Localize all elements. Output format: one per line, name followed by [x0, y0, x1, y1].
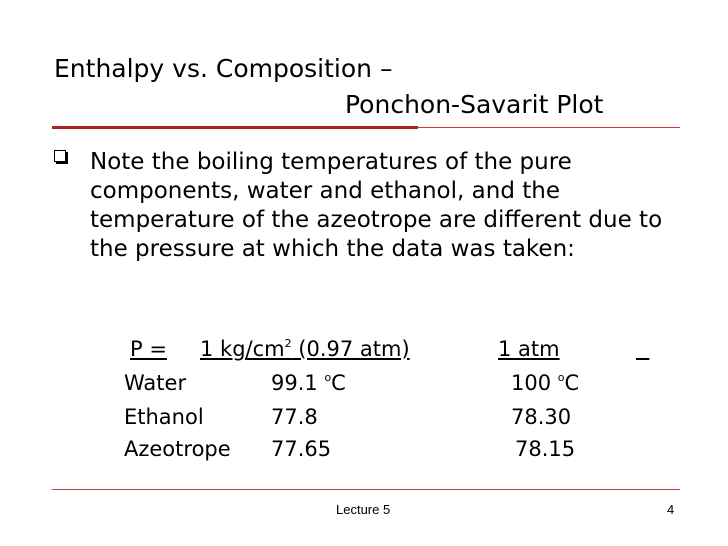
slide-title-line2: Ponchon-Savarit Plot — [345, 90, 604, 119]
row-water-name: Water — [124, 371, 187, 395]
row-ethanol-name: Ethanol — [124, 405, 204, 429]
header-col1-prefix: 1 kg/cm — [200, 337, 285, 361]
title-divider-thin — [418, 127, 680, 128]
row-azeotrope-col2: 78.15 — [515, 437, 576, 461]
header-col1-suffix: (0.97 atm) — [291, 337, 410, 361]
footer-divider — [52, 489, 680, 490]
header-col1-sup: 2 — [284, 337, 292, 350]
row-water-col2 — [511, 370, 579, 396]
header-pressure-label: P = — [130, 337, 167, 361]
degree-sup: o — [557, 371, 565, 384]
row-azeotrope-col1: 77.65 — [271, 437, 332, 461]
row-water-col1-unit: C — [331, 371, 346, 395]
row-ethanol-col1: 77.8 — [271, 405, 318, 429]
footer-page-number: 4 — [667, 502, 675, 517]
row-water-col1-value: 99.1 — [271, 371, 325, 395]
header-col2: 1 atm — [498, 337, 560, 361]
header-col1 — [200, 336, 410, 362]
bullet-square-icon — [54, 150, 66, 162]
header-underline-tail — [636, 336, 644, 362]
degree-sup: o — [324, 371, 332, 384]
row-water-col1 — [271, 370, 346, 396]
row-azeotrope-name: Azeotrope — [124, 437, 231, 461]
slide-title-line1: Enthalpy vs. Composition – — [54, 54, 393, 83]
footer-lecture-label: Lecture 5 — [336, 502, 391, 517]
title-divider-thick — [52, 126, 418, 129]
row-ethanol-col2: 78.30 — [511, 405, 572, 429]
row-water-col2-unit: C — [564, 371, 580, 395]
bullet-text: Note the boiling temperatures of the pure components, water and ethanol, and the temperature of the azeotrope are different due to the pressure at which the data was taken: — [90, 149, 663, 262]
row-water-col2-value: 100 — [511, 371, 558, 395]
